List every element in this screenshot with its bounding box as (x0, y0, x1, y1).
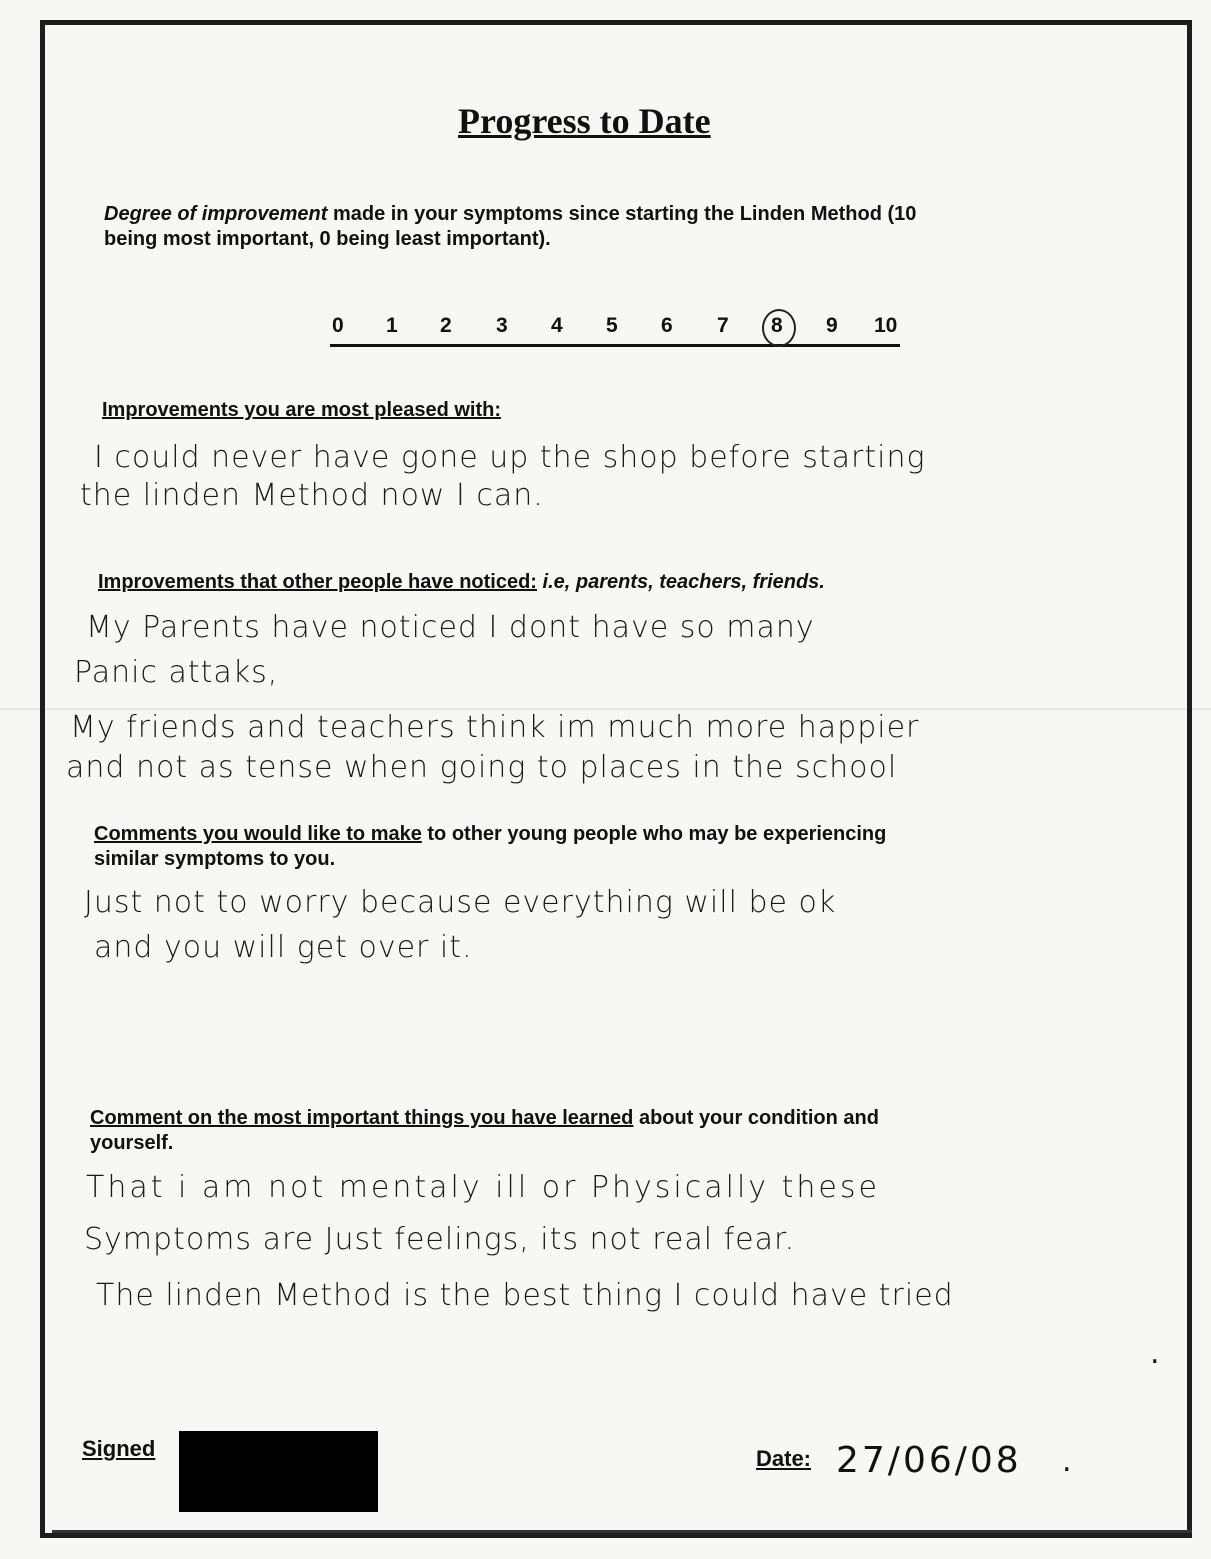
answer-line: The linden Method is the best thing I could have tried (96, 1278, 954, 1313)
page-title: Progress to Date (458, 101, 711, 141)
question-text: made in your symptoms since starting the Linden Method (10 (327, 203, 917, 225)
scale-label-8: 8 (771, 314, 783, 337)
signature-redaction (179, 1431, 378, 1512)
question-heading: Improvements you are most pleased with: (102, 399, 501, 421)
question-comments-young-people (94, 822, 1144, 872)
scale-label-2: 2 (440, 314, 452, 337)
date-period: . (1062, 1444, 1072, 1479)
answer-line: My friends and teachers think im much more happier (70, 710, 920, 745)
scale-label-1: 1 (386, 314, 398, 337)
selected-score-circle (762, 309, 796, 347)
question-improvements-noticed (98, 570, 825, 595)
question-heading: Improvements that other people have noticed: (98, 571, 537, 593)
scale-label-9: 9 (826, 314, 838, 337)
question-text: to other young people who may be experiencing (421, 823, 887, 845)
question-degree-of-improvement (104, 202, 1144, 252)
answer-line: That i am not mentaly ill or Physically these (86, 1170, 880, 1205)
question-text-line2: being most important, 0 being least important). (104, 228, 551, 250)
scale-label-4: 4 (551, 314, 563, 337)
scale-label-0: 0 (332, 314, 344, 337)
question-heading: Comment on the most important things you have learned (90, 1107, 634, 1129)
improvement-scale (330, 314, 900, 347)
page-border-shadow (52, 1530, 1192, 1533)
answer-period: . (1150, 1336, 1160, 1371)
answer-line: and you will get over it. (94, 930, 473, 965)
answer-line: Panic attaks, (74, 655, 279, 690)
date-label: Date: (756, 1446, 812, 1471)
scale-label-7: 7 (717, 314, 729, 337)
answer-line: and not as tense when going to places in the school (66, 750, 898, 785)
answer-line: I could never have gone up the shop before starting (94, 440, 926, 475)
scale-label-6: 6 (661, 314, 673, 337)
question-text-line2: yourself. (90, 1132, 174, 1154)
question-lead: Degree of improvement (104, 203, 328, 225)
question-heading: Comments you would like to make (94, 823, 422, 845)
question-text: about your condition and (633, 1107, 879, 1129)
question-improvements-pleased (102, 398, 501, 423)
scale-label-10: 10 (874, 314, 898, 337)
answer-line: the linden Method now I can. (80, 478, 544, 513)
scale-label-5: 5 (606, 314, 618, 337)
question-tail: i.e, parents, teachers, friends. (536, 571, 825, 593)
answer-line: Just not to worry because everything will be ok (84, 885, 837, 920)
answer-line: Symptoms are Just feelings, its not real fear. (84, 1222, 796, 1257)
date-value: 27/06/08 (836, 1440, 1022, 1481)
scale-label-3: 3 (496, 314, 508, 337)
answer-line: My Parents have noticed I dont have so many (86, 610, 815, 645)
signed-label: Signed (82, 1436, 156, 1461)
question-text-line2: similar symptoms to you. (94, 848, 336, 870)
question-things-learned (90, 1106, 1140, 1156)
